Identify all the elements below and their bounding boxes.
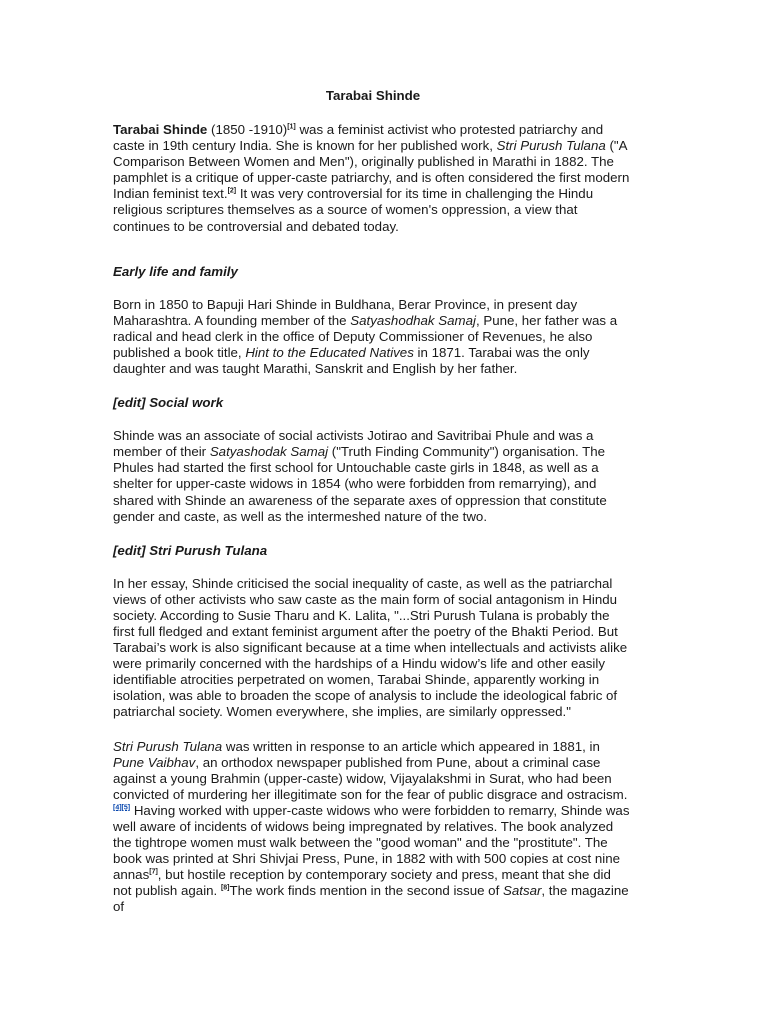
citation-4-5[interactable]: [4][5] xyxy=(113,804,131,812)
citation-7[interactable]: [7] xyxy=(149,868,158,876)
heading-stri-purush-tulana[interactable]: [edit] Stri Purush Tulana xyxy=(113,542,268,558)
tulana-paragraph-1: In her essay, Shinde criticised the social inequality of caste, as well as the patriarchal views of other activists who saw caste as the main form of social antagonism in Hindu society. According to Susie Tharu and K. Lalita, "...Stri Purush Tulana is probably the first full fledged and extant feminist argument after the poetry of the Bhakti Period. But Tarabai’s work is also significant because at a time when intellectuals and activists alike were primarily concerned with the hardships of a Hindu widow’s life and other easily identifiable atrocities perpetrated on women, Tarabai Shinde, apparently working in isolation, was able to broaden the scope of analysis to include the ideological fabric of patriarchal society. Women everywhere, she implies, are similarly oppressed." xyxy=(113,575,628,720)
page-title: Tarabai Shinde xyxy=(325,88,421,103)
subject-name: Tarabai Shinde xyxy=(113,122,208,137)
tulana-paragraph-2: Stri Purush Tulana was written in response to an article which appeared in 1881, in Pune Vaibhav, an orthodox newspaper published from Pune, about a criminal case against a young Brahmin (upper-caste) widow, Vijayalakshmi in Surat, who had been convicted of murdering her illegitimate son for the fear of public disgrace and ostracism. [4][5] Having worked with upper-caste widows who were forbidden to remarry, Shinde was well aware of incidents of widows being impregnated by relatives. The book analyzed the tightrope women must walk between the "good woman" and the "prostitute". The book was printed at Shri Shivjai Press, Pune, in 1882 with with 500 copies at cost nine annas[7], but hostile reception by contemporary society and press, meant that she did not publish again. [8]The work finds mention in the second issue of Satsar, the magazine of xyxy=(113,738,630,915)
intro-paragraph: Tarabai Shinde (1850 -1910)[1] was a feminist activist who protested patriarchy and caste in 19th century India. She is known for her published work, Stri Purush Tulana ("A Comparison Between Women and Men"), originally published in Marathi in 1882. The pamphlet is a critique of upper-caste patriarchy, and is often considered the first modern Indian feminist text.[2] It was very controversial for its time in challenging the Hindu religious scriptures themselves as a source of women's oppression, a view that continues to be controversial and debated today. xyxy=(113,122,630,234)
social-work-paragraph: Shinde was an associate of social activists Jotirao and Savitribai Phule and was a member of their Satyashodak Samaj ("Truth Finding Community") organisation. The Phules had started the first school for Untouchable caste girls in 1848, as well as a shelter for upper-caste widows in 1854 (who were forbidden from remarrying), and shared with Shinde an awareness of the separate axes of oppression that constitute gender and caste, as well as the intermeshed nature of the two. xyxy=(113,428,607,524)
citation-2[interactable]: [2] xyxy=(227,187,237,195)
work-title: Stri Purush Tulana xyxy=(496,138,606,154)
document-page xyxy=(113,88,633,916)
early-life-paragraph: Born in 1850 to Bapuji Hari Shinde in Buldhana, Berar Province, in present day Maharashtra. A founding member of the Satyashodhak Samaj, Pune, her father was a radical and head clerk in the office of Deputy Commissioner of Revenues, he also published a book title, Hint to the Educated Natives in 1871. Tarabai was the only daughter and was taught Marathi, Sanskrit and English by her father. xyxy=(113,296,618,377)
heading-social-work[interactable]: [edit] Social work xyxy=(113,395,224,411)
citation-8[interactable]: [8] xyxy=(220,884,230,892)
heading-early-life: Early life and family xyxy=(113,263,238,279)
citation-1[interactable]: [1] xyxy=(287,123,296,131)
